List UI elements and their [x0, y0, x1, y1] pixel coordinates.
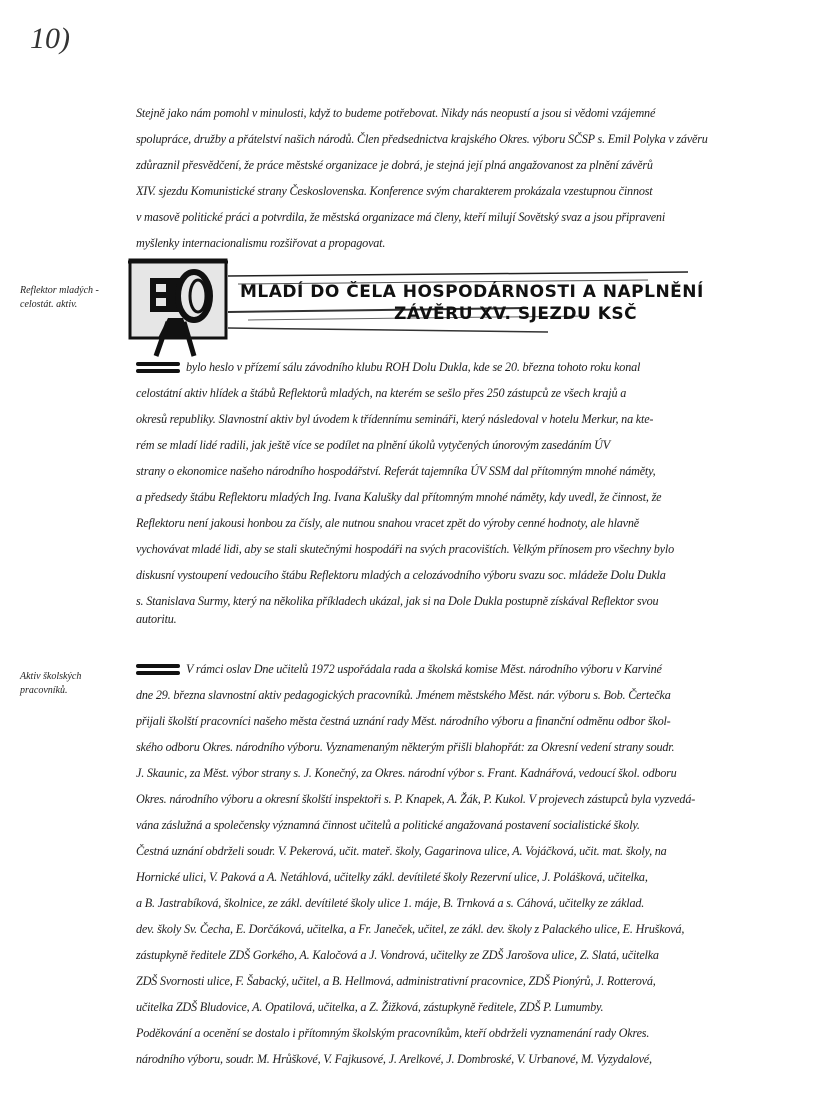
text-line: V rámci oslav Dne učitelů 1972 uspořádala rada a školská komise Měst. národního výboru v Karviné — [186, 662, 662, 676]
text-line: dev. školy Sv. Čecha, E. Dorčáková, učitelka, a Fr. Janeček, učitel, ze zákl. dev. školy z Palackého ulice, E. Hrušková, — [136, 922, 685, 936]
text-line: vychovávat mladé lidi, aby se stali skutečnými hospodáři na svých pracovištích. Velkým přínosem pro všechny bylo — [136, 542, 674, 556]
camera-icon — [128, 258, 228, 358]
paragraph-marker — [136, 664, 180, 678]
paragraph-marker — [136, 362, 180, 376]
text-line: rém se mladí lidé radili, jak ještě více se podílet na plnění úkolů vytyčených únorovým zasedáním ÚV — [136, 438, 611, 452]
text-line: v masově politické práci a potvrdila, že městská organizace má členy, kteří milují Sovětský svaz a jsou připraveni — [136, 210, 666, 224]
text-line: ského odboru Okres. národního výboru. Vyznamenaným některým přišli blahopřát: za Okresní vedení strany soudr. — [136, 740, 675, 754]
text-line: Stejně jako nám pomohl v minulosti, když to budeme potřebovat. Nikdy nás neopustí a jsou si vědomi vzájemné — [136, 106, 656, 120]
page-number: 10) — [30, 22, 70, 55]
text-line: zástupkyně ředitele ZDŠ Gorkého, A. Kaločová a J. Vondrová, učitelky ze ZDŠ Jarošova ulice, Z. Slatá, učitelka — [136, 948, 659, 962]
text-line: dne 29. března slavnostní aktiv pedagogických pracovníků. Jménem městského Měst. nár. výboru s. Bob. Čertečka — [136, 688, 671, 702]
headline-banner — [128, 258, 758, 358]
text-line: s. Stanislava Surmy, který na několika příkladech ukázal, jak si na Dole Dukla postupně získával Reflektor svou — [136, 594, 659, 608]
text-line: Okres. národního výboru a okresní školští inspektoři s. P. Knapek, A. Žák, P. Kukol. V projevech zástupců byla vyzvedá- — [136, 792, 696, 806]
text-line: Reflektoru není jakousi honbou za čísly, ale nutnou snahou vracet zpět do výroby cenné hodnoty, ale hlavně — [136, 516, 639, 530]
text-line: XIV. sjezdu Komunistické strany Československa. Konference svým charakterem prokázala vzestupnou činnost — [136, 184, 653, 198]
text-line: zdůraznil přesvědčení, že práce městské organizace je dobrá, je stejná její plná angažovanost za plnění závěrů — [136, 158, 653, 172]
margin-note-reflektor: Reflektor mladých - celostát. aktiv. — [20, 285, 99, 310]
text-line: národního výboru, soudr. M. Hrůškové, V. Fajkusové, J. Arelkové, J. Dombroské, V. Urbanové, M. Vyzydalové, — [136, 1052, 652, 1066]
text-line: celostátní aktiv hlídek a štábů Reflektorů mladých, na kterém se sešlo přes 250 zástupců ze všech krajů a — [136, 386, 627, 400]
text-line: a předsedy štábu Reflektoru mladých Ing. Ivana Kalušky dal přítomným mnohé náměty, kdy uvedl, že činnost, že — [136, 490, 662, 504]
text-line: okresů republiky. Slavnostní aktiv byl úvodem k třídennímu semináři, který následoval v hotelu Merkur, na kte- — [136, 412, 654, 426]
text-line: učitelka ZDŠ Bludovice, A. Opatilová, učitelka, a Z. Žižková, zástupkyně ředitele, ZDŠ P. Lumumby. — [136, 1000, 604, 1014]
margin-note-aktiv: Aktiv školských pracovníků. — [20, 671, 82, 696]
text-line: Poděkování a ocenění se dostalo i přítomným školským pracovníkům, kteří obdrželi vyznamenání rady Okres. — [136, 1026, 650, 1040]
text-line: a B. Jastrabíková, školnice, ze zákl. devítileté školy ulice 1. máje, B. Trnková a s. Cáhová, učitelky ze základ. — [136, 896, 645, 910]
text-line: Hornické ulici, V. Paková a A. Netáhlová, učitelky zákl. devítileté školy Rezervní ulice, J. Polášková, učitelka, — [136, 870, 648, 884]
text-line: diskusní vystoupení vedoucího štábu Reflektoru mladých a celozávodního výboru svazu soc. mládeže Dolu Dukla — [136, 568, 666, 582]
text-line: přijali školští pracovníci našeho města čestná uznání rady Měst. národního výboru a finanční odměnu odbor škol- — [136, 714, 671, 728]
headline-line-2: ZÁVĚRU XV. SJEZDU KSČ — [394, 304, 638, 324]
text-line: J. Skaunic, za Měst. výbor strany s. J. Konečný, za Okres. národní výbor s. Frant. Kadnářová, vedoucí škol. odboru — [136, 766, 677, 780]
text-line: bylo heslo v přízemí sálu závodního klubu ROH Dolu Dukla, kde se 20. března tohoto roku konal — [186, 360, 641, 374]
text-line: myšlenky internacionalismu rozšiřovat a propagovat. — [136, 236, 386, 250]
text-line: Čestná uznání obdrželi soudr. V. Pekerová, učit. mateř. školy, Gagarinova ulice, A. Vojáčková, učit. mat. školy, na — [136, 844, 667, 858]
text-line: spolupráce, družby a přátelství našich národů. Člen předsednictva krajského Okres. výboru SČSP s. Emil Polyka v závěru — [136, 132, 708, 146]
text-line: autoritu. — [136, 612, 177, 626]
text-line: strany o ekonomice našeho národního hospodářství. Referát tajemníka ÚV SSM dal přítomným mnohé náměty, — [136, 464, 656, 478]
text-line: ZDŠ Svornosti ulice, F. Šabacký, učitel, a B. Hellmová, administrativní pracovnice, ZDŠ Pionýrů, J. Rotterová, — [136, 974, 656, 988]
speed-lines — [228, 268, 748, 338]
text-line: vána záslužná a společensky významná činnost učitelů a politické angažovaná postavení socialistické školy. — [136, 818, 640, 832]
headline-line-1: MLADÍ DO ČELA HOSPODÁRNOSTI A NAPLNĚNÍ — [240, 282, 704, 302]
